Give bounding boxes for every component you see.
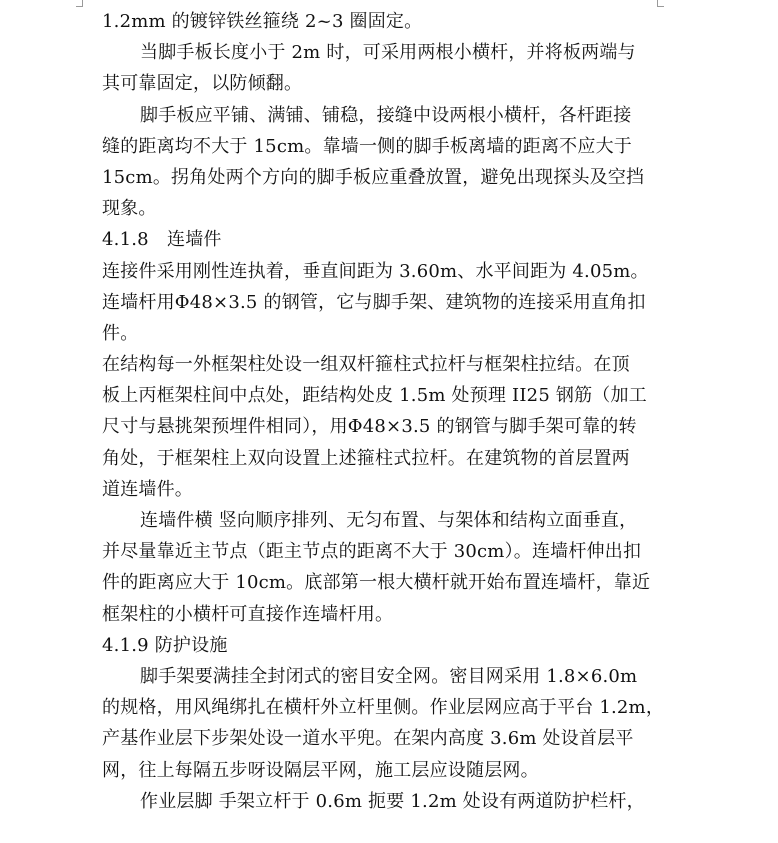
text-line: 其可靠固定，以防倾翻。 bbox=[102, 73, 303, 95]
text-line: 1.2mm 的镀锌铁丝箍绕 2~3 圈固定。 bbox=[102, 11, 423, 32]
text-line: 尺寸与悬挑架预埋件相同），用Φ48×3.5 的钢管与脚手架可靠的转 bbox=[102, 416, 637, 438]
text-line: 在结构每一外框架柱处设一组双杆箍柱式拉杆与框架柱拉结。在顶 bbox=[102, 354, 630, 376]
text-line: 当脚手板长度小于 2m 时，可采用两根小横杆，并将板两端与 bbox=[140, 42, 636, 64]
text-line: 件的距离应大于 10cm。底部第一根大横杆就开始布置连墙杆，靠近 bbox=[102, 572, 651, 594]
text-line: 板上丙框架柱间中点处，距结构处皮 1.5m 处预理 II25 钢筋（加工 bbox=[102, 385, 647, 407]
section-heading: 4.1.9 防护设施 bbox=[102, 634, 228, 656]
text-line: 的规格，用风绳绑扎在横杆外立杆里侧。作业层网应高于平台 1.2m， bbox=[102, 697, 665, 719]
text-line: 框架柱的小横杆可直接作连墙杆用。 bbox=[102, 603, 394, 625]
text-line: 脚手板应平铺、满铺、铺稳，接缝中设两根小横杆，各杆距接 bbox=[140, 104, 632, 126]
text-line: 件。 bbox=[102, 322, 139, 344]
section-heading: 4.1.8 连墙件 bbox=[102, 229, 222, 251]
text-line: 道连墙件。 bbox=[102, 478, 193, 500]
text-line: 作业层脚 手架立杆于 0.6m 扼要 1.2m 处设有两道防护栏杆， bbox=[140, 790, 645, 812]
crop-mark-top-left bbox=[76, 6, 83, 7]
text-line: 产基作业层下步架处设一道水平兜。在架内高度 3.6m 处设首层平 bbox=[102, 728, 634, 750]
text-line: 缝的距离均不大于 15cm。靠墙一侧的脚手板离墙的距离不应大于 bbox=[102, 135, 632, 157]
text-line: 脚手架要满挂全封闭式的密目安全网。密目网采用 1.8×6.0m bbox=[140, 665, 638, 687]
document-body bbox=[102, 6, 665, 817]
text-line: 网，往上每隔五步呀设隔层平网，施工层应设随层网。 bbox=[102, 759, 539, 781]
text-line: 连墙杆用Φ48×3.5 的钢管，它与脚手架、建筑物的连接采用直角扣 bbox=[102, 291, 646, 313]
text-line: 角处，于框架柱上双向设置上述箍柱式拉杆。在建筑物的首层置两 bbox=[102, 447, 630, 469]
text-line: 连接件采用刚性连执着，垂直间距为 3.60m、水平间距为 4.05m。 bbox=[102, 260, 649, 282]
text-line: 并尽量靠近主节点（距主节点的距离不大于 30cm）。连墙杆伸出扣 bbox=[102, 541, 642, 563]
text-line: 连墙件横 竖向顺序排列、无匀布置、与架体和结构立面垂直， bbox=[140, 510, 638, 531]
text-line: 15cm。拐角处两个方向的脚手板应重叠放置，避免出现探头及空挡 bbox=[102, 166, 645, 188]
text-line: 现象。 bbox=[102, 198, 157, 220]
crop-mark-top-right bbox=[657, 6, 664, 7]
